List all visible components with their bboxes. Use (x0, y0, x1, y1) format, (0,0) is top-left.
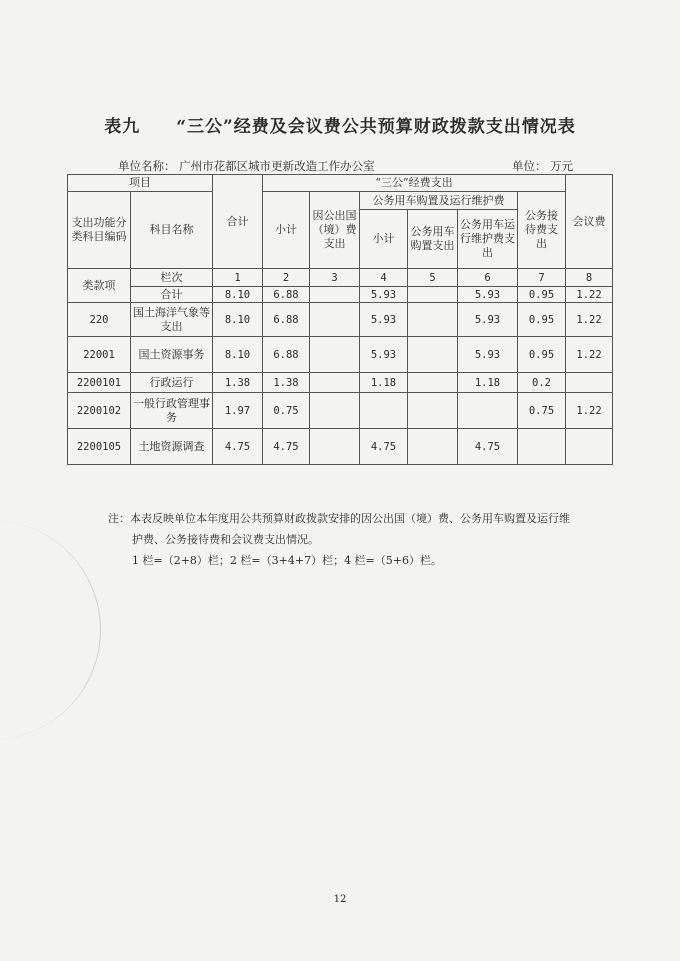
column-number: 1 (213, 269, 263, 287)
table-cell (408, 303, 458, 337)
header-reception: 公务接待费支出 (518, 192, 566, 269)
table-cell: 0.2 (518, 373, 566, 393)
table-cell: 0.75 (518, 393, 566, 429)
table-cell: 1.22 (566, 303, 613, 337)
unit-name: 单位名称： 广州市花都区城市更新改造工作办公室 (118, 159, 375, 173)
header-total: 合计 (213, 175, 263, 269)
table-title (0, 112, 680, 137)
header-vehicle-subtotal: 小计 (360, 210, 408, 269)
row-code: 2200105 (68, 429, 131, 465)
table-cell: 5.93 (458, 287, 518, 303)
table-cell: 6.88 (263, 303, 310, 337)
table-cell (310, 303, 360, 337)
table-cell: 6.88 (263, 337, 310, 373)
row-code: 220 (68, 303, 131, 337)
note-line-1: 注：本表反映单位本年度用公共预算财政拨款安排的因公出国（境）费、公务用车购置及运行维 (108, 512, 570, 525)
table-cell (310, 373, 360, 393)
column-number: 2 (263, 269, 310, 287)
row-code: 2200102 (68, 393, 131, 429)
table-cell: 5.93 (360, 287, 408, 303)
table-cell (566, 373, 613, 393)
row-name: 行政运行 (131, 373, 213, 393)
row-code: 22001 (68, 337, 131, 373)
table-cell: 1.97 (213, 393, 263, 429)
total-label: 合计 (131, 287, 213, 303)
table-cell: 8.10 (213, 337, 263, 373)
header-item: 项目 (68, 175, 213, 192)
row-name: 国土资源事务 (131, 337, 213, 373)
table-cell (458, 393, 518, 429)
table-cell (310, 393, 360, 429)
table-cell (518, 429, 566, 465)
header-vehicle-purchase: 公务用车购置支出 (408, 210, 458, 269)
unit-label: 单位： 万元 (512, 159, 574, 173)
table-row (68, 303, 613, 337)
table-row (68, 429, 613, 465)
table-cell: 4.75 (458, 429, 518, 465)
header-vehicle: 公务用车购置及运行维护费 (360, 192, 518, 210)
note-line-2: 护费、公务接待费和会议费支出情况。 (132, 533, 319, 546)
header-abroad: 因公出国（境）费支出 (310, 192, 360, 269)
table-notes (108, 508, 608, 571)
row-code: 2200101 (68, 373, 131, 393)
total-row (68, 287, 613, 303)
table-row (68, 337, 613, 373)
table-cell: 5.93 (458, 337, 518, 373)
table-cell (360, 393, 408, 429)
row-name: 一般行政管理事务 (131, 393, 213, 429)
table-cell: 5.93 (360, 337, 408, 373)
column-number: 7 (518, 269, 566, 287)
table-row (68, 393, 613, 429)
note-line-3: 1 栏=（2+8）栏；2 栏=（3+4+7）栏；4 栏=（5+6）栏。 (132, 554, 442, 567)
header-three-public: “三公”经费支出 (263, 175, 566, 192)
title-main: “三公”经费及会议费公共预算财政拨款支出情况表 (176, 117, 576, 137)
column-label: 栏次 (131, 269, 213, 287)
title-prefix: 表九 (104, 117, 141, 137)
header-category: 类款项 (68, 269, 131, 303)
column-number: 6 (458, 269, 518, 287)
table-cell: 0.95 (518, 287, 566, 303)
table-cell: 1.18 (458, 373, 518, 393)
table-cell: 4.75 (213, 429, 263, 465)
table-cell (566, 429, 613, 465)
table-cell: 5.93 (458, 303, 518, 337)
header-subtotal: 小计 (263, 192, 310, 269)
table-cell (310, 429, 360, 465)
column-number: 8 (566, 269, 613, 287)
page-edge-line (0, 520, 101, 740)
header-meeting: 会议费 (566, 175, 613, 269)
table-cell (310, 287, 360, 303)
column-number: 5 (408, 269, 458, 287)
page-number: 12 (333, 894, 347, 905)
header-subject: 科目名称 (131, 192, 213, 269)
table-cell: 8.10 (213, 303, 263, 337)
column-number: 3 (310, 269, 360, 287)
column-number: 4 (360, 269, 408, 287)
table-cell: 1.22 (566, 287, 613, 303)
table-cell: 4.75 (263, 429, 310, 465)
table-cell (408, 373, 458, 393)
header-vehicle-running: 公务用车运行维护费支出 (458, 210, 518, 269)
table-cell: 6.88 (263, 287, 310, 303)
header-func-code: 支出功能分类科目编码 (68, 192, 131, 269)
three-public-expense-table (67, 174, 613, 465)
table-cell: 8.10 (213, 287, 263, 303)
table-cell (408, 429, 458, 465)
table-cell: 5.93 (360, 303, 408, 337)
row-name: 国土海洋气象等支出 (131, 303, 213, 337)
table-cell: 1.22 (566, 393, 613, 429)
table-cell: 1.18 (360, 373, 408, 393)
table-cell: 1.22 (566, 337, 613, 373)
table-cell: 0.95 (518, 303, 566, 337)
table-cell (408, 393, 458, 429)
table-cell (408, 337, 458, 373)
table-cell: 0.95 (518, 337, 566, 373)
table-cell (408, 287, 458, 303)
table-cell (310, 337, 360, 373)
table-cell: 1.38 (213, 373, 263, 393)
table-cell: 0.75 (263, 393, 310, 429)
row-name: 土地资源调查 (131, 429, 213, 465)
table-row (68, 373, 613, 393)
table-cell: 4.75 (360, 429, 408, 465)
table-cell: 1.38 (263, 373, 310, 393)
